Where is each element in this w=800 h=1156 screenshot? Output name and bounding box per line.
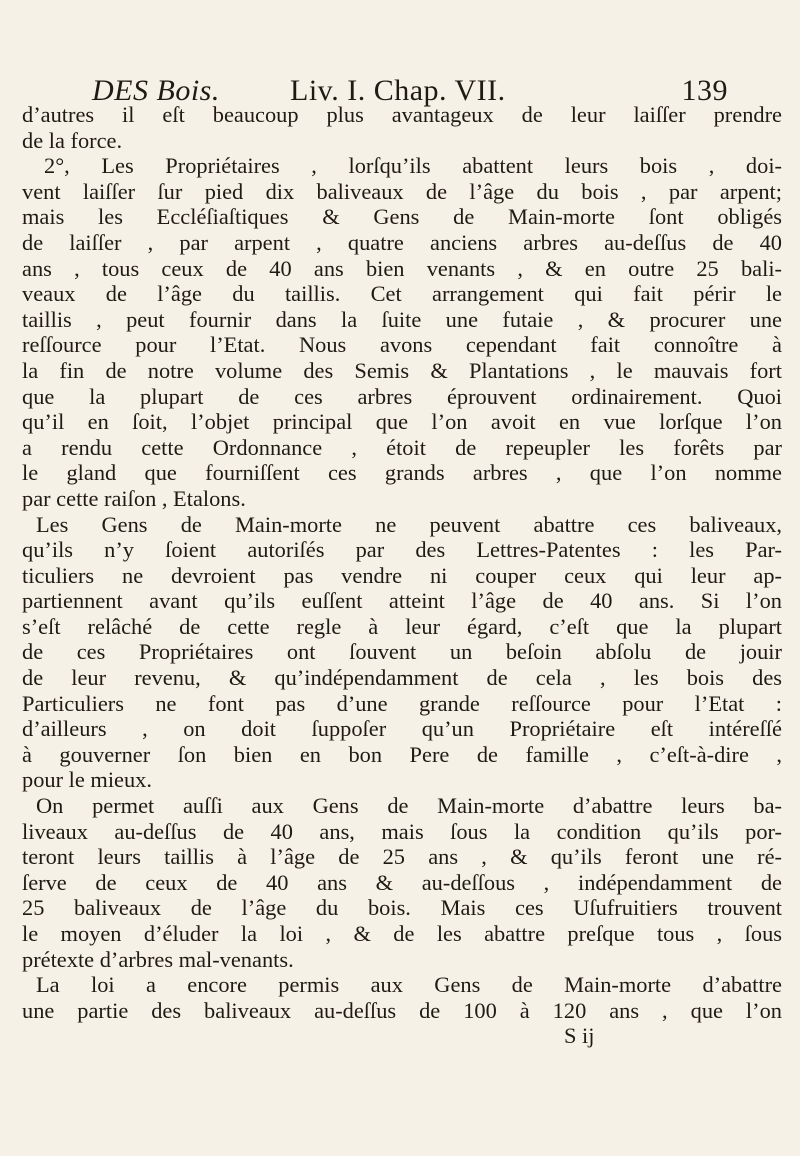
- text-line: teront leurs taillis à l’âge de 25 ans , & qu’ils feront une ré-: [22, 844, 782, 870]
- text-line: par cette raiſon , Etalons.: [22, 485, 246, 511]
- text-line: de laiſſer , par arpent , quatre anciens arbres au-deſſus de 40: [22, 229, 782, 255]
- text-line: prétexte d’arbres mal-venants.: [22, 946, 294, 972]
- text-line: mais les Eccléſiaſtiques & Gens de Main-morte ſont obligés: [22, 204, 782, 230]
- text-line: veaux de l’âge du taillis. Cet arrangement qui fait périr le: [22, 281, 782, 307]
- text-line: La loi a encore permis aux Gens de Main-morte d’abattre: [36, 972, 782, 998]
- text-line: que la plupart de ces arbres éprouvent ordinairement. Quoi: [22, 383, 782, 409]
- body-text: [22, 102, 782, 1049]
- text-line: reſſource pour l’Etat. Nous avons cependant fait connoître à: [22, 332, 782, 358]
- text-line: vent laiſſer ſur pied dix baliveaux de l’âge du bois , par arpent;: [22, 178, 782, 204]
- text-line: une partie des baliveaux au-deſſus de 100 à 120 ans , que l’on: [22, 997, 782, 1023]
- text-line: ans , tous ceux de 40 ans bien venants , & en outre 25 bali-: [22, 255, 782, 281]
- text-line: partiennent avant qu’ils euſſent atteint l’âge de 40 ans. Si l’on: [22, 588, 782, 614]
- text-line: d’autres il eſt beaucoup plus avantageux de leur laiſſer prendre: [22, 102, 782, 127]
- text-line: de la force.: [22, 127, 123, 153]
- running-head-chapter: Liv. I. Chap. VII.: [290, 74, 506, 107]
- text-line: On permet auſſi aux Gens de Main-morte d’abattre leurs ba-: [36, 793, 782, 819]
- text-line: 2°, Les Propriétaires , lorſqu’ils abattent leurs bois , doi-: [44, 153, 782, 179]
- text-line: ticuliers ne devroient pas vendre ni couper ceux qui leur ap-: [22, 562, 782, 588]
- text-line: Particuliers ne font pas d’une grande reſſource pour l’Etat :: [22, 690, 782, 716]
- text-line: 25 baliveaux de l’âge du bois. Mais ces Uſufruitiers trouvent: [22, 895, 782, 921]
- text-line: taillis , peut fournir dans la ſuite une futaie , & procurer une: [22, 306, 782, 332]
- text-line: le gland que fourniſſent ces grands arbres , que l’on nomme: [22, 460, 782, 486]
- text-line: qu’ils n’y ſoient autoriſés par des Lettres-Patentes : les Par-: [22, 537, 782, 563]
- text-line: pour le mieux.: [22, 767, 152, 793]
- text-line: a rendu cette Ordonnance , étoit de repeupler les forêts par: [22, 434, 782, 460]
- text-line: qu’il en ſoit, l’objet principal que l’on avoit en vue lorſque l’on: [22, 409, 782, 435]
- text-line: d’ailleurs , on doit ſuppoſer qu’un Propriétaire eſt intéreſſé: [22, 716, 782, 742]
- text-line: liveaux au-deſſus de 40 ans, mais ſous la condition qu’ils por-: [22, 818, 782, 844]
- catchword: S ij: [564, 1023, 595, 1049]
- text-line: de leur revenu, & qu’indépendamment de cela , les bois des: [22, 665, 782, 691]
- page-number: 139: [681, 74, 728, 107]
- text-line: de ces Propriétaires ont ſouvent un beſoin abſolu de jouir: [22, 639, 782, 665]
- text-line: ſerve de ceux de 40 ans & au-deſſous , indépendamment de: [22, 869, 782, 895]
- text-line: la fin de notre volume des Semis & Plantations , le mauvais fort: [22, 357, 782, 383]
- text-line: s’eſt relâché de cette regle à leur égard, c’eſt que la plupart: [22, 613, 782, 639]
- running-head-left: DES Bois.: [92, 74, 220, 107]
- text-line: à gouverner ſon bien en bon Pere de famille , c’eſt-à-dire ,: [22, 741, 782, 767]
- text-line: Les Gens de Main-morte ne peuvent abattre ces baliveaux,: [36, 511, 782, 537]
- text-line: le moyen d’éluder la loi , & de les abattre preſque tous , ſous: [22, 921, 782, 946]
